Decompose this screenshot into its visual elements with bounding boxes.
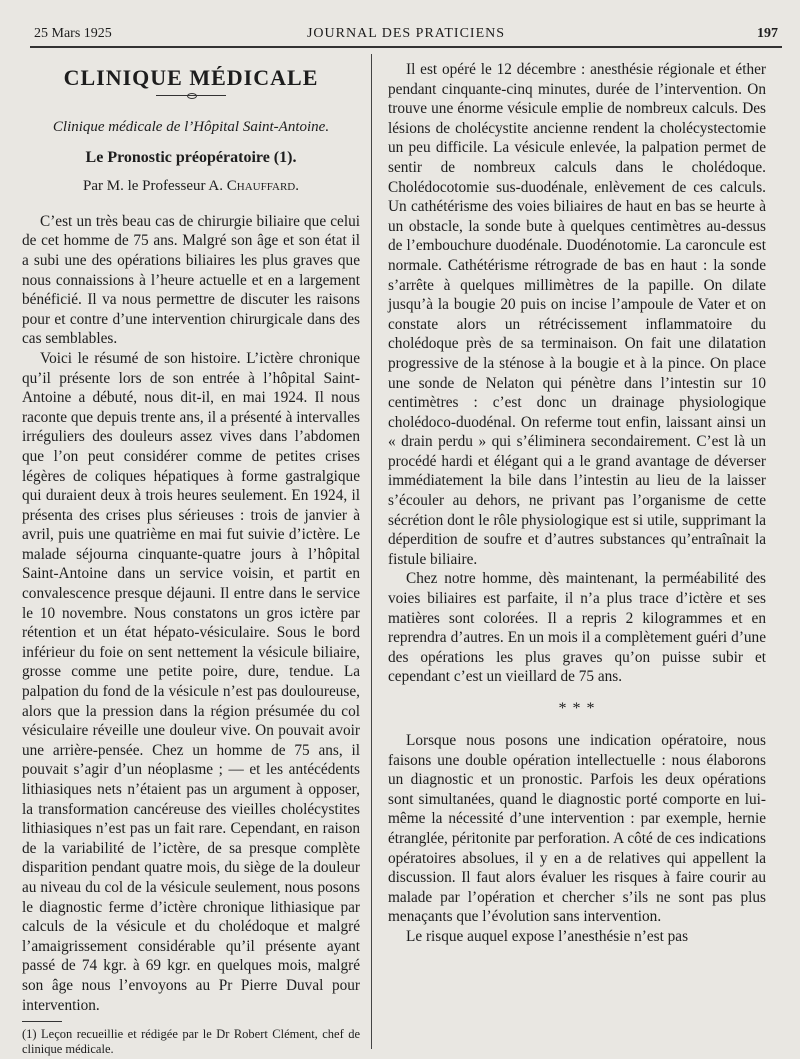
running-head — [34, 26, 778, 44]
paragraph: Lorsque nous posons une indication opératoire, nous faisons une double opération intellectuelle : nous élaborons un diagnostic et un pronostic. Parfois les deux opérations sont simultanées, quand le diagnostic porté comporte en lui-même la nécessité d’une intervention : par exemple, hernie étranglée, péritonite par perforation. A côté de ces indications opératoires absolues, il y en a de relatives qui appellent la discussion. Il faut alors évaluer les risques à faire courir au malade par l’opération et chercher s’ils ne sont pas plus menaçants que l’évolution sans intervention. — [388, 732, 766, 926]
column-divider — [371, 54, 372, 1049]
byline — [22, 177, 360, 197]
paragraph: Voici le résumé de son histoire. L’ictère chronique qu’il présente lors de son entrée à l’hôpital Saint-Antoine a débuté, nous dit-il, en mai 1924. Il nous raconte que depuis trente ans, il a présenté à intervalles irréguliers des douleurs assez vives dans l’abdomen que l’on peut considérer comme de petites crises légères de coliques hépatiques à forme gastralgique qui duraient deux à trois heures seulement. En 1924, il présenta des crises plus sérieuses : trois de janvier à avril, puis une quatrième en mai fut suivie d’ictère. Le malade séjourna cinquante-quatre jours à l’hôpital Saint-Antoine dans un service voisin, et partit en convalescence presque déjauni. Il entre dans le service le 10 novembre. Nous constatons un gros ictère par rétention et un état hépato-vésiculaire. Sous le bord inférieur du foie on sent nettement la vésicule biliaire, grosse comme une petite poire, dure, tendue. La palpation du fond de la vésicule n’est pas douloureuse, alors que la pression dans la région présumée du col vésiculaire réveille une douleur vive. On pouvait avoir une arrière-pensée. Chez un homme de 75 ans, il pouvait s’agir d’un néoplasme ; — et les antécédents lithiasiques nets n’étaient pas un argument à opposer, la transformation cancéreuse des vieilles cholécystites lithiasiques n’est pas un fait rare. Cependant, en raison de la variabilité de l’ictère, de sa presque complète disparition pendant quatre mois, du siège de la douleur au niveau du col de la vésicule seulement, nous posons le diagnostic ferme d’ictère chronique lithiasique par calculs de la vésicule et du cholédoque et malgré l’amaigrissement considérable qu’il présente ayant passé de 74 kgr. à 69 kgr. en quelques mois, malgré son âge nous l’envoyons au Pr Pierre Duval pour intervention. — [22, 349, 360, 1014]
left-column — [22, 60, 360, 1057]
author-name: Chauffard. — [226, 178, 299, 195]
page-number: 197 — [757, 26, 778, 41]
paragraph: Il est opéré le 12 décembre : anesthésie régionale et éther pendant cinquante-cinq minutes, durée de l’intervention. On trouve une énorme vésicule emplie de nombreux calculs. Des lésions de cholécystite ancienne rendent la cholécystectomie un peu difficile. La vésicule enlevée, la palpation permet de sentir de nombreux calculs dans le cholédoque. Cholédocotomie sus-duodénale, enlèvement de ces calculs. Un cathétérisme des voies biliaires de haut en bas se heurte à un obstacle, la sonde bute à quelques centimètres au-dessus de l’embouchure duodénale. Duodénotomie. La caroncule est normale. Cathétérisme rétrograde de bas en haut : la sonde s’arrête à quelques millimètres de la papille. On dilate jusqu’à la bougie 20 puis on incise l’ampoule de Vater et on constate alors un rétrécissement inflammatoire du cholédoque près de sa terminaison. On fait une dilatation progressive de la sténose à la bougie et à la pince. On place une sonde de Nelaton qui pénètre dans l’intestin sur 10 centimètres : c’est donc un drainage physiologique cholédoco-duodénal. On referme tout enfin, laissant ainsi un « drain perdu » qui s’éliminera secondairement. C’est là un procédé hardi et élégant qui a le grand avantage de déverser immédiatement la bile dans l’intestin au lieu de la laisser s’écouler au dehors, ne privant pas l’organisme de cette sécrétion dont le rôle physiologique est si utile, supprimant la déperdition de soufre et d’autres substances qu’entraînait la fistule biliaire. — [388, 61, 766, 568]
header-rule — [30, 46, 782, 48]
paragraph: C’est un très beau cas de chirurgie biliaire que celui de cet homme de 75 ans. Malgré son âge et son état il a subi une des opérations biliaires les plus graves que nous connaissions à l’heure actuelle et en a largement bénéficié. Il va nous permettre de discuter les raisons pour et contre d’une intervention chirurgicale dans des cas semblables. — [22, 212, 360, 348]
footnote-rule — [22, 1021, 62, 1022]
issue-date: 25 Mars 1925 — [34, 26, 112, 41]
paragraph: Chez notre homme, dès maintenant, la perméabilité des voies biliaires est parfaite, il n’a plus trace d’ictère et ses matières sont colorées. Il a repris 2 kilogrammes et en reprendra d’autres. En un mois il a complètement guéri d’une des opérations les plus graves qu’on puisse subir et cependant c’est un vieillard de 75 ans. — [388, 570, 766, 686]
clinic-name: Clinique médicale de l’Hôpital Saint-Antoine. — [52, 119, 330, 135]
title-ornament — [156, 95, 226, 96]
byline-prefix: Par M. le Professeur A. — [83, 178, 223, 195]
journal-title: JOURNAL DES PRATICIENS — [306, 26, 506, 41]
paragraph: Le risque auquel expose l’anesthésie n’est pas — [406, 927, 689, 945]
footnote: (1) Leçon recueillie et rédigée par le Dr Robert Clément, chef de clinique médicale. — [22, 1027, 360, 1057]
right-column — [388, 60, 766, 947]
asterism: * * * — [558, 700, 596, 717]
section-title: CLINIQUE MÉDICALE — [63, 65, 319, 90]
article-title: Le Pronostic préopératoire (1). — [85, 148, 297, 166]
